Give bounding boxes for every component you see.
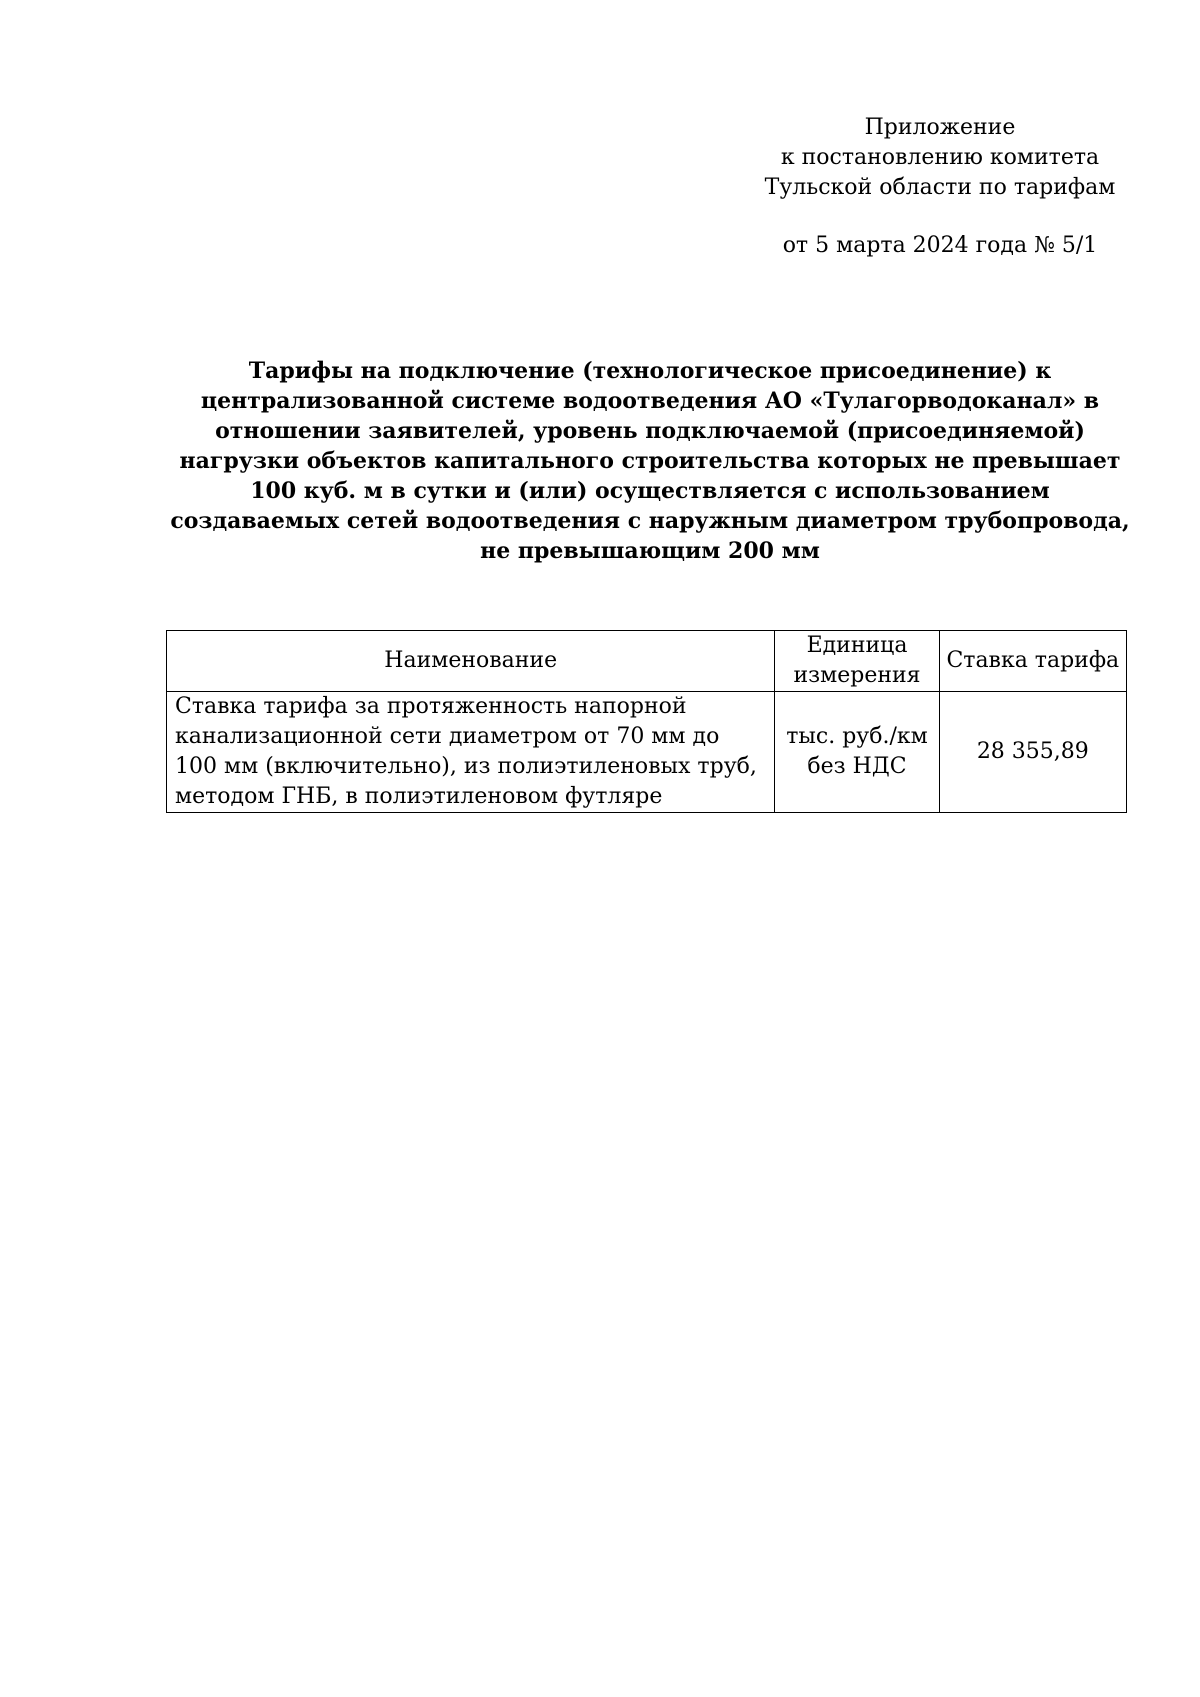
appendix-label: Приложение [864,115,1016,140]
appendix-header [750,113,1130,261]
row-unit-cell: тыс. руб./км без НДС [775,692,939,813]
header-unit: Единица измерения [775,631,939,692]
table-row [167,692,1127,813]
document-title: Тарифы на подключение (технологическое присоединение) к централизованной системе водоотведения АО «Тулагорводоканал» в отношении заявителей, уровень подключаемой (присоединяемой) нагрузки объектов капитального строительства которых не превышает 100 куб. м в сутки и (или) осуществляется с использованием создаваемых сетей водоотведения с наружным диаметром трубопровода, не превышающим 200 мм [170,358,1130,564]
row-name-cell: Ставка тарифа за протяженность напорной канализационной сети диаметром от 70 мм до 100 мм (включительно), из полиэтиленовых труб, методом ГНБ, в полиэтиленовом футляре [167,692,775,813]
table-header-row [167,631,1127,692]
appendix-resolution-ref: к постановлению комитета [780,145,1100,170]
appendix-committee: Тульской области по тарифам [764,175,1116,200]
header-rate: Ставка тарифа [939,631,1126,692]
row-rate-cell: 28 355,89 [939,692,1126,813]
header-name: Наименование [167,631,775,692]
tariff-table [166,630,1127,813]
appendix-date-number: от 5 марта 2024 года № 5/1 [782,233,1098,258]
